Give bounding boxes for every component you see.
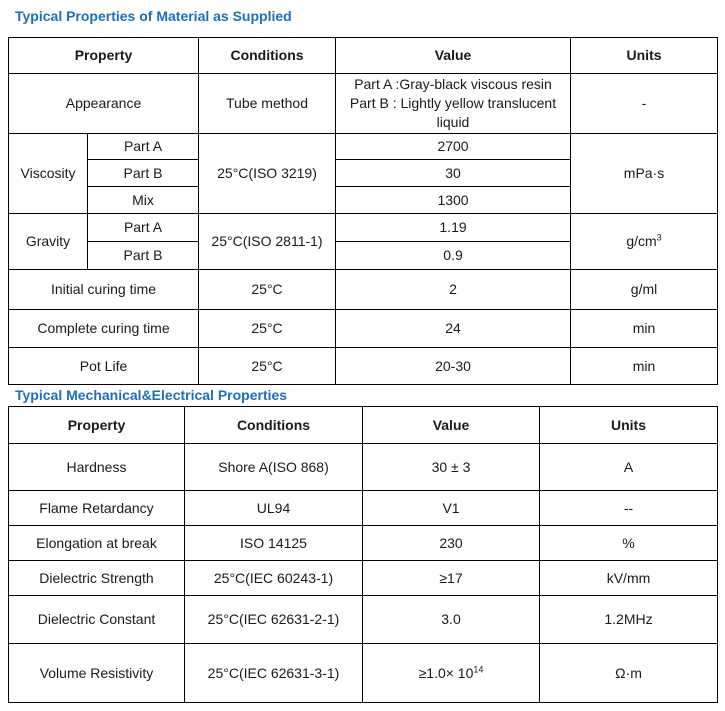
row-value: 30 ± 3 <box>363 444 540 491</box>
table-row <box>9 348 718 385</box>
appearance-conditions: Tube method <box>199 74 336 134</box>
row-conditions: UL94 <box>185 491 363 526</box>
volume-value-text: ≥1.0× 10 <box>418 664 474 681</box>
row-value: 230 <box>363 526 540 561</box>
gravity-units-exponent: 3 <box>656 232 662 243</box>
gravity-units-text: g/cm <box>626 233 657 249</box>
header-units: Units <box>571 38 718 74</box>
table-row <box>9 310 718 348</box>
viscosity-value: 2700 <box>336 134 571 160</box>
volume-value-exponent: 14 <box>473 663 484 674</box>
viscosity-part: Part A <box>88 134 199 160</box>
header-property: Property <box>9 38 199 74</box>
gravity-value: 0.9 <box>336 242 571 270</box>
gravity-conditions: 25°C(ISO 2811-1) <box>199 214 336 270</box>
row-units: 1.2MHz <box>540 596 718 644</box>
table-row <box>9 561 718 596</box>
viscosity-part: Mix <box>88 187 199 214</box>
row-value: 2 <box>336 270 571 310</box>
supplied-properties-table <box>8 37 718 385</box>
gravity-value: 1.19 <box>336 214 571 242</box>
table-row <box>9 270 718 310</box>
table-row <box>9 596 718 644</box>
viscosity-conditions: 25°C(ISO 3219) <box>199 134 336 214</box>
table-header-row <box>9 407 718 444</box>
table-row <box>9 644 718 703</box>
viscosity-units: mPa·s <box>571 134 718 214</box>
table-row <box>9 214 718 242</box>
header-units: Units <box>540 407 718 444</box>
viscosity-value: 30 <box>336 160 571 187</box>
row-conditions: 25°C(IEC 62631-2-1) <box>185 596 363 644</box>
gravity-property: Gravity <box>9 214 88 270</box>
row-units: min <box>571 348 718 385</box>
mechanical-section-title: Typical Mechanical&Electrical Properties <box>15 387 288 403</box>
row-property: Flame Retardancy <box>9 491 185 526</box>
volume-property: Volume Resistivity <box>9 644 185 703</box>
header-conditions: Conditions <box>199 38 336 74</box>
table-row <box>9 74 718 134</box>
row-value: 20-30 <box>336 348 571 385</box>
volume-units: Ω·m <box>540 644 718 703</box>
row-property: Pot Life <box>9 348 199 385</box>
volume-conditions: 25°C(IEC 62631-3-1) <box>185 644 363 703</box>
table-row <box>9 444 718 491</box>
row-conditions: 25°C <box>199 348 336 385</box>
row-value: V1 <box>363 491 540 526</box>
appearance-value <box>336 74 571 134</box>
table-row <box>9 134 718 160</box>
row-value: 3.0 <box>363 596 540 644</box>
row-conditions: ISO 14125 <box>185 526 363 561</box>
table-row <box>9 526 718 561</box>
appearance-property: Appearance <box>9 74 199 134</box>
row-units: min <box>571 310 718 348</box>
volume-value <box>363 644 540 703</box>
mechanical-properties-table <box>8 406 718 703</box>
row-property: Elongation at break <box>9 526 185 561</box>
row-conditions: 25°C <box>199 270 336 310</box>
row-conditions: 25°C <box>199 310 336 348</box>
row-property: Initial curing time <box>9 270 199 310</box>
header-conditions: Conditions <box>185 407 363 444</box>
row-property: Hardness <box>9 444 185 491</box>
row-value: ≥17 <box>363 561 540 596</box>
viscosity-part: Part B <box>88 160 199 187</box>
row-units: A <box>540 444 718 491</box>
row-property: Dielectric Constant <box>9 596 185 644</box>
viscosity-property: Viscosity <box>9 134 88 214</box>
appearance-value-line2: Part B : Lightly yellow translucent liquid <box>349 95 557 130</box>
appearance-units: - <box>571 74 718 134</box>
row-units: % <box>540 526 718 561</box>
viscosity-value: 1300 <box>336 187 571 214</box>
row-units: kV/mm <box>540 561 718 596</box>
header-value: Value <box>336 38 571 74</box>
row-conditions: 25°C(IEC 60243-1) <box>185 561 363 596</box>
gravity-part: Part B <box>88 242 199 270</box>
header-property: Property <box>9 407 185 444</box>
gravity-units <box>571 214 718 270</box>
table-row <box>9 491 718 526</box>
row-property: Dielectric Strength <box>9 561 185 596</box>
supplied-section-title: Typical Properties of Material as Supplied <box>15 8 292 24</box>
row-conditions: Shore A(ISO 868) <box>185 444 363 491</box>
row-property: Complete curing time <box>9 310 199 348</box>
table-header-row <box>9 38 718 74</box>
row-units: g/ml <box>571 270 718 310</box>
appearance-value-line1: Part A :Gray-black viscous resin <box>354 76 552 92</box>
row-value: 24 <box>336 310 571 348</box>
header-value: Value <box>363 407 540 444</box>
row-units: -- <box>540 491 718 526</box>
gravity-part: Part A <box>88 214 199 242</box>
